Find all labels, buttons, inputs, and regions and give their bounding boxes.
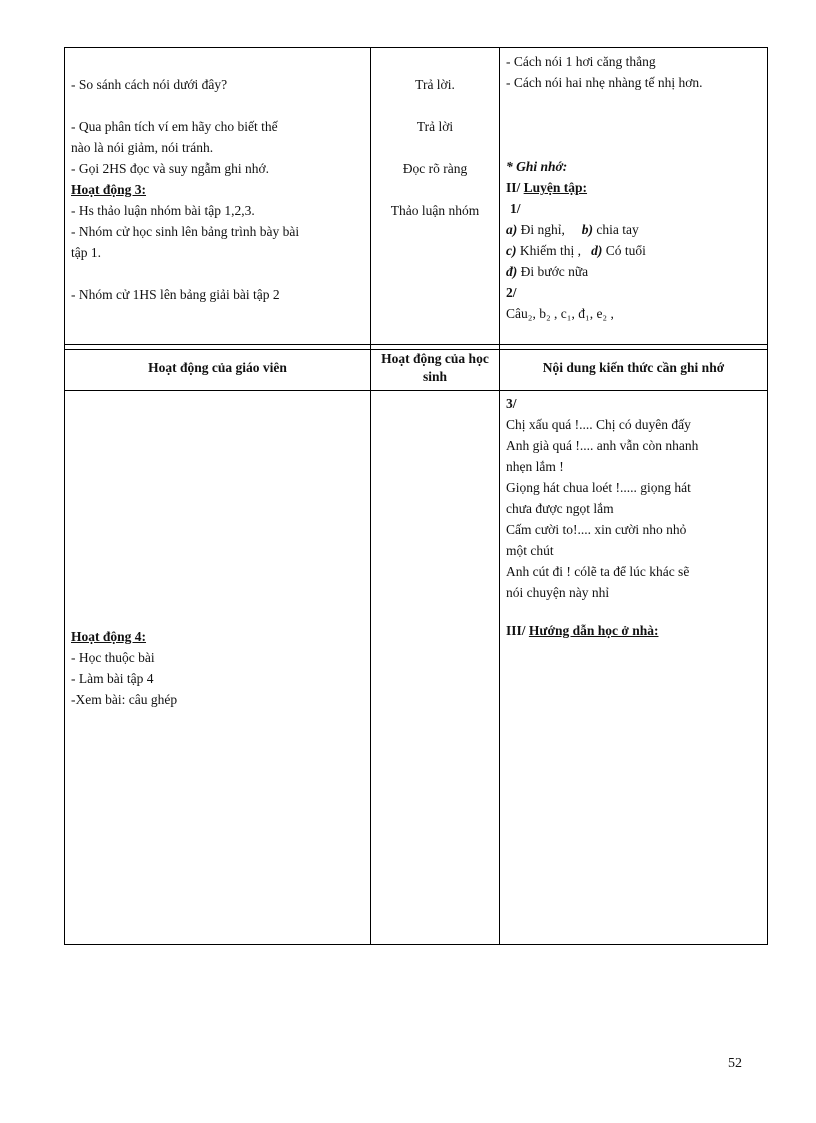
- section-heading: II/ Luyện tập:: [506, 180, 588, 195]
- answer-line: c) Khiếm thị , d) Có tuổi: [506, 243, 646, 258]
- text-line: -Xem bài: câu ghép: [71, 692, 178, 707]
- text-line: chưa được ngọt lắm: [506, 501, 614, 516]
- column-header: Hoạt động của học sinh: [371, 345, 500, 391]
- memo-heading: * Ghi nhớ:: [506, 159, 568, 174]
- answer-line: Câu₂, b₂ , c₁, đ₁, e₂ ,: [506, 306, 614, 321]
- text-line: một chút: [506, 543, 554, 558]
- exercise-number: 1/: [510, 201, 521, 216]
- student-activity-cell: [371, 48, 500, 350]
- activity-heading: Hoạt động 3:: [71, 182, 147, 197]
- teacher-activity-cell: [65, 48, 371, 350]
- column-header: Hoạt động của giáo viên: [65, 345, 371, 391]
- table-row: [65, 48, 768, 350]
- activity-heading: Hoạt động 4:: [71, 629, 147, 644]
- knowledge-cell: [500, 48, 768, 350]
- text-line: - Qua phân tích ví em hãy cho biết thế: [71, 119, 278, 134]
- table-header-row: [65, 345, 768, 391]
- text-line: Cấm cười to!.... xin cười nho nhỏ: [506, 522, 687, 537]
- text-line: Anh cút đi ! cólẽ ta để lúc khác sẽ: [506, 564, 690, 579]
- text-line: tập 1.: [71, 245, 101, 260]
- text-line: Giọng hát chua loét !..... giọng hát: [506, 480, 691, 495]
- text-line: - Học thuộc bài: [71, 650, 155, 665]
- answer-line: a) Đi nghỉ, b) chia tay: [506, 222, 639, 237]
- lesson-table-upper: [64, 47, 768, 350]
- text-line: - So sánh cách nói dưới đây?: [71, 77, 228, 92]
- text-line: nói chuyện này nhỉ: [506, 585, 610, 600]
- text-line: - Hs thảo luận nhóm bài tập 1,2,3.: [71, 203, 255, 218]
- answer-line: đ) Đi bước nữa: [506, 264, 589, 279]
- text-line: Thảo luận nhóm: [390, 203, 480, 218]
- exercise-number: 2/: [506, 285, 517, 300]
- text-line: Chị xấu quá !.... Chị có duyên đấy: [506, 417, 691, 432]
- table-row: [65, 391, 768, 945]
- text-line: - Gọi 2HS đọc và suy ngẫm ghi nhớ.: [71, 161, 269, 176]
- knowledge-cell: [500, 391, 768, 945]
- text-line: Trả lời.: [415, 77, 455, 92]
- text-line: Anh già quá !.... anh vẫn còn nhanh: [506, 438, 699, 453]
- exercise-number: 3/: [506, 396, 517, 411]
- teacher-activity-cell: [65, 391, 371, 945]
- text-line: - Nhóm cử học sinh lên bảng trình bày bài: [71, 224, 300, 239]
- column-header: Nội dung kiến thức cần ghi nhớ: [500, 345, 768, 391]
- text-line: nào là nói giảm, nói tránh.: [71, 140, 214, 155]
- section-heading: III/ Hướng dẫn học ở nhà:: [506, 623, 659, 638]
- text-line: - Cách nói hai nhẹ nhàng tế nhị hơn.: [506, 75, 703, 90]
- text-line: Trả lời: [416, 119, 454, 134]
- lesson-table-lower: [64, 344, 768, 945]
- student-activity-cell: [371, 391, 500, 945]
- text-line: - Nhóm cử 1HS lên bảng giải bài tập 2: [71, 287, 280, 302]
- page-number: 52: [728, 1056, 742, 1071]
- text-line: Đọc rõ ràng: [402, 161, 468, 176]
- text-line: - Cách nói 1 hơi căng thẳng: [506, 54, 656, 69]
- text-line: - Làm bài tập 4: [71, 671, 154, 686]
- text-line: nhẹn lắm !: [506, 459, 564, 474]
